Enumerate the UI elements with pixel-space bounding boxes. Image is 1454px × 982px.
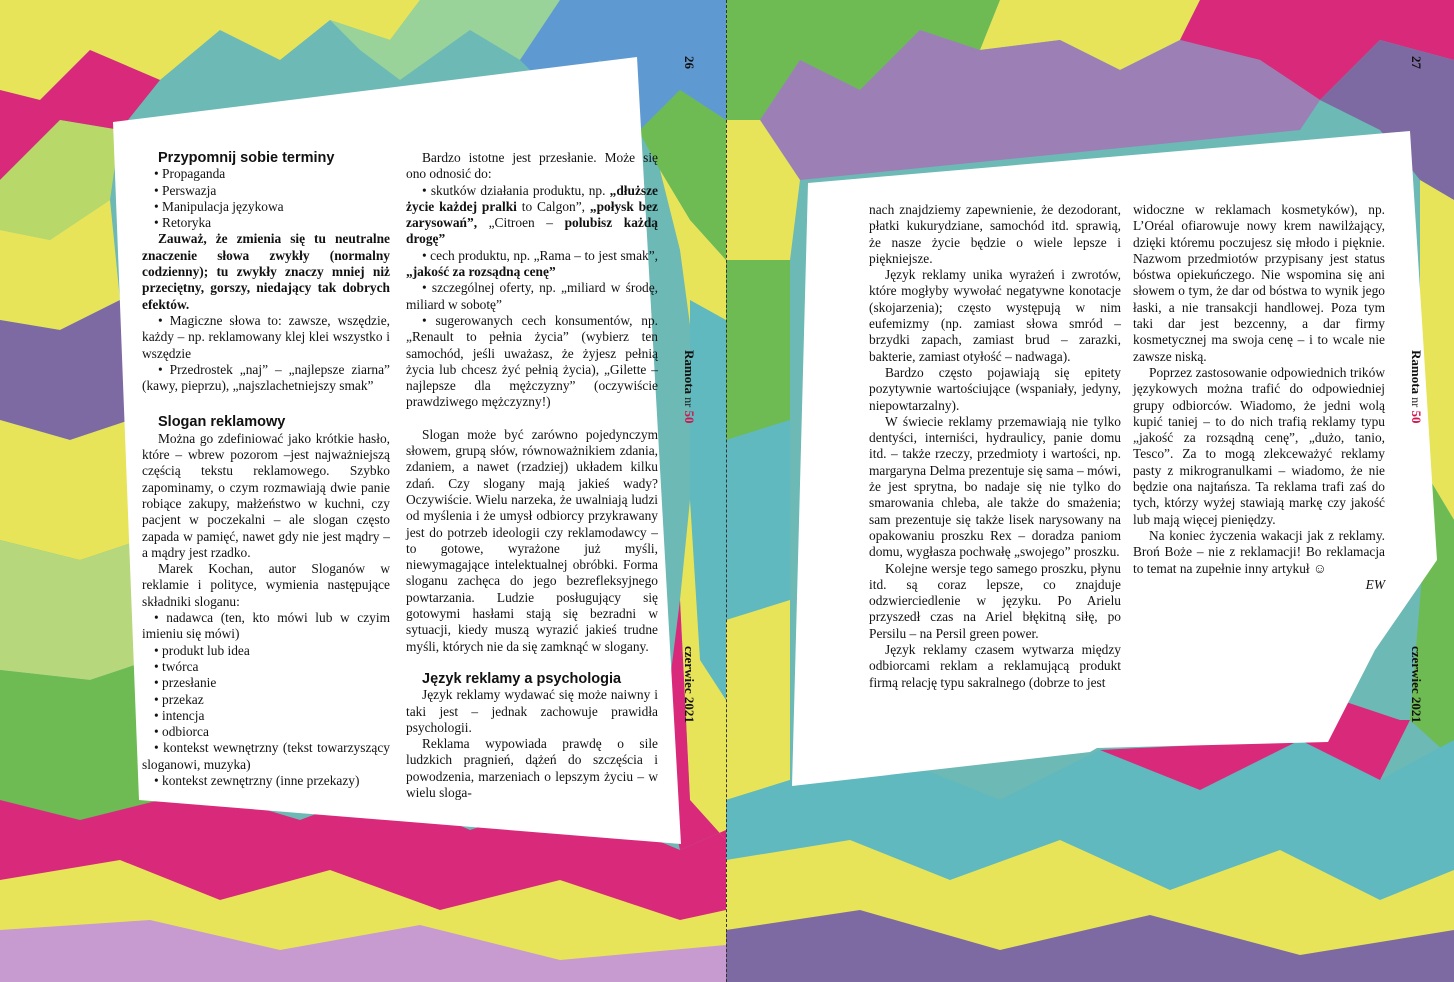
list-item: • kontekst zewnętrzny (inne przekazy) [154,772,360,788]
running-header-right [1408,350,1424,424]
list-item: • nadawca (ten, kto mówi lub w czyim imieniu się mówi) [142,610,390,642]
paragraph: Bardzo często pojawiają się epitety pozytywnie wartościujące (wspaniały, jedyny, niepowtarzalny). [869,364,1121,413]
paragraph: Język reklamy czasem wytwarza między odbiorcami reklam a reklamującą produkt firmą relację typu sakralnego (dobrze to jest [869,642,1121,690]
paragraph: Można go zdefiniować jako krótkie hasło, które – wbrew pozorom –jest najważniejszą częścią tekstu reklamowego. Szybko zapominamy, o czym rozmawiają dwie panie robiące zakupy, małżeństwo w kuchni, czy pacjent w poczekalni – ale slogan często zapada w pamięć, nawet gdy nie jest mądry – a mądry jest rzadko. [142,430,390,560]
paragraph: Slogan może być zarówno pojedynczym słowem, grupą słów, równoważnikiem zdania, zdaniem, a nawet (rzadziej) układem kilku zdań. Czy slogany mają jakieś wady? Oczywiście. Wielu narzeka, że uwalniają ludzi od myślenia i że umysł odbiorcy przykrawany jest do potrzeb ideologii czy reklamodawcy – to gotowe, wyrażone już myśli, niewymagające intelektualnej obróbki. Forma sloganu zachęca do jego bezrefleksyjnego powtarzania. Ludzie posługujący się gotowymi hasłami stają się bezradni w sytuacji, kiedy muszą wyrazić jakieś trudne myśli, których nie da się zamknąć w slogany. [406,426,658,654]
list-item: • skutków działania produktu, np. „dłuższe życie każdej pralki to Calgon”, „połysk bez zarysowań”, „Citroen – polubisz każdą drogę” [406,182,659,247]
paragraph: Język reklamy wydawać się może naiwny i taki jest – jednak zachowuje prawidła psychologii. [406,687,658,735]
list-item: • Przedrostek „naj” – „najlepsze ziarna” (kawy, pieprzu), „najszlachetniejszy smak” [142,361,390,394]
list-item: • przesłanie [154,675,217,691]
magazine-name: Ramota [682,350,697,395]
paragraph: Reklama wypowiada prawdę o sile ludzkich pragnień, dążeń do szczęścia i powodzenia, marzeniach o lepszym życiu – w wielu sloga- [406,736,658,800]
issue-date-left: czerwiec 2021 [682,646,697,723]
issue-number: 50 [1409,410,1424,424]
page-number-right: 27 [1409,56,1424,69]
issue-nr-label: nr [1409,397,1423,408]
paragraph: Na koniec życzenia wakacji jak z reklamy. Broń Boże – nie z reklamacji! Bo reklamacja to temat na zupełnie inny artykuł ☺ [1133,527,1385,576]
running-header-left [681,350,697,424]
list-item: • twórca [154,658,199,674]
list-item: • intencja [154,707,205,723]
left-column-1 [142,150,390,789]
paragraph: Marek Kochan, autor Sloganów w reklamie i polityce, wymienia następujące składniki sloganu: [142,561,390,609]
right-column-2 [1133,202,1385,593]
list-item: • kontekst wewnętrzny (tekst towarzyszący sloganowi, muzyka) [142,740,390,772]
issue-nr-label: nr [682,397,696,408]
magazine-name: Ramota [1409,350,1424,395]
page-number-left: 26 [682,56,697,69]
bold-note: Zauważ, że zmienia się tu neutralne znaczenie słowa zwykły (normalny codzienny); tu zwykły znaczy mniej niż przeciętny, gorszy, niedający tak dobrych efektów. [142,231,390,312]
paragraph: Język reklamy unika wyrażeń i zwrotów, które mogłyby wywołać negatywne konotacje (skojarzenia); często występują w nim eufemizmy (np. zamiast słowa smród – brzydki zapach, zamiast brud – zarazki, bakterie, zamiast otyłość – nadwaga). [869,267,1121,364]
paragraph: widoczne w reklamach kosmetyków), np. L’Oréal ofiarowuje nowy krem nawilżający, dzięki któremu poczujesz się młodo i pięknie. Nazwom przedmiotów przypisany jest status bóstwa opiekuńczego. Nie wspomina się ani słowem o tym, że dar od bóstwa to wynik jego łaski, a nie transakcji handlowej. Poza tym taki dar jest bezcenny, a dar firmy kosmetycznej ma swoja cenę – i to wcale nie zawsze niską. [1133,202,1385,364]
heading-terms: Przypomnij sobie terminy [158,150,335,166]
paragraph: Kolejne wersje tego samego proszku, płynu itd. są coraz lepsze, co znajduje odzwierciedlenie w języku. Po Arielu przyszedł czas na Ariel błękitną siłę, po Persilu – na Persil green power. [869,560,1121,641]
left-column-2 [406,150,658,801]
issue-number: 50 [682,410,697,424]
heading-psychology: Język reklamy a psychologia [422,670,622,687]
list-item: • szczególnej oferty, np. „miliard w środę, miliard w sobotę” [406,280,658,312]
heading-slogan: Slogan reklamowy [158,414,286,431]
paragraph: W świecie reklamy przemawiają nie tylko dentyści, interniści, hydraulicy, panie domu itd. – także rzeczy, przedmioty i wartości, np. margaryna Delma prezentuje się sama – mówi, że jest sprytna, bo nadaje się nie tylko do smarowania chleba, ale także do smażenia; sam prezentuje się także lisek narysowany na opakowaniu proszku Rex – doradza paniom domu, wygłasza pochwałę „swojego” proszku. [869,413,1121,560]
paragraph: nach znajdziemy zapewnienie, że dezodorant, płatki kukurydziane, samochód itd. sprawią, że nasze życie będzie o wiele lepsze i piękniejsze. [869,202,1121,266]
list-item: • Manipulacja językowa [154,198,284,214]
list-item: • Retoryka [154,215,212,231]
list-item: • Magiczne słowa to: zawsze, wszędzie, każdy – np. reklamowany klej klei wszystko i wszędzie [142,312,390,361]
right-column-1 [869,202,1121,691]
list-item: • Propaganda [154,166,226,182]
list-item: • produkt lub idea [154,642,250,658]
list-item: • cech produktu, np. „Rama – to jest smak”, „jakość za rozsądną cenę” [406,247,658,280]
paragraph: Poprzez zastosowanie odpowiednich trików językowych można trafić do odpowiedniej grupy odbiorców. Wiadomo, że jedni wolą kupić taniej – to do nich trafią reklamy typu „jakość za rozsądną cenę”, „dużo, tanio, Tesco”. Za to mogą zlekceważyć reklamy pasty z mikrogranulkami – wiadomo, że nie będzie ona najtańsza. Ta reklama trafi zaś do tych, którzy wyżej stawiają markę czy jakość lub mają więcej pieniędzy. [1133,364,1385,527]
issue-date-right: czerwiec 2021 [1409,646,1424,723]
author-signature: EW [1365,576,1385,592]
list-item: • Perswazja [154,182,217,198]
list-item: • przekaz [154,691,204,707]
list-item: • odbiorca [154,724,209,740]
list-item: • sugerowanych cech konsumentów, np. „Renault to pełnia życia” (wybierz ten samochód, jeśli uważasz, że żyjesz pełnią życia lub chcesz żyć pełnią życia), „Gilette – najlepsze dla mężczyzny” (oczywiście prawdziwego mężczyzny!) [406,312,658,410]
paragraph: Bardzo istotne jest przesłanie. Może się ono odnosić do: [406,150,658,182]
